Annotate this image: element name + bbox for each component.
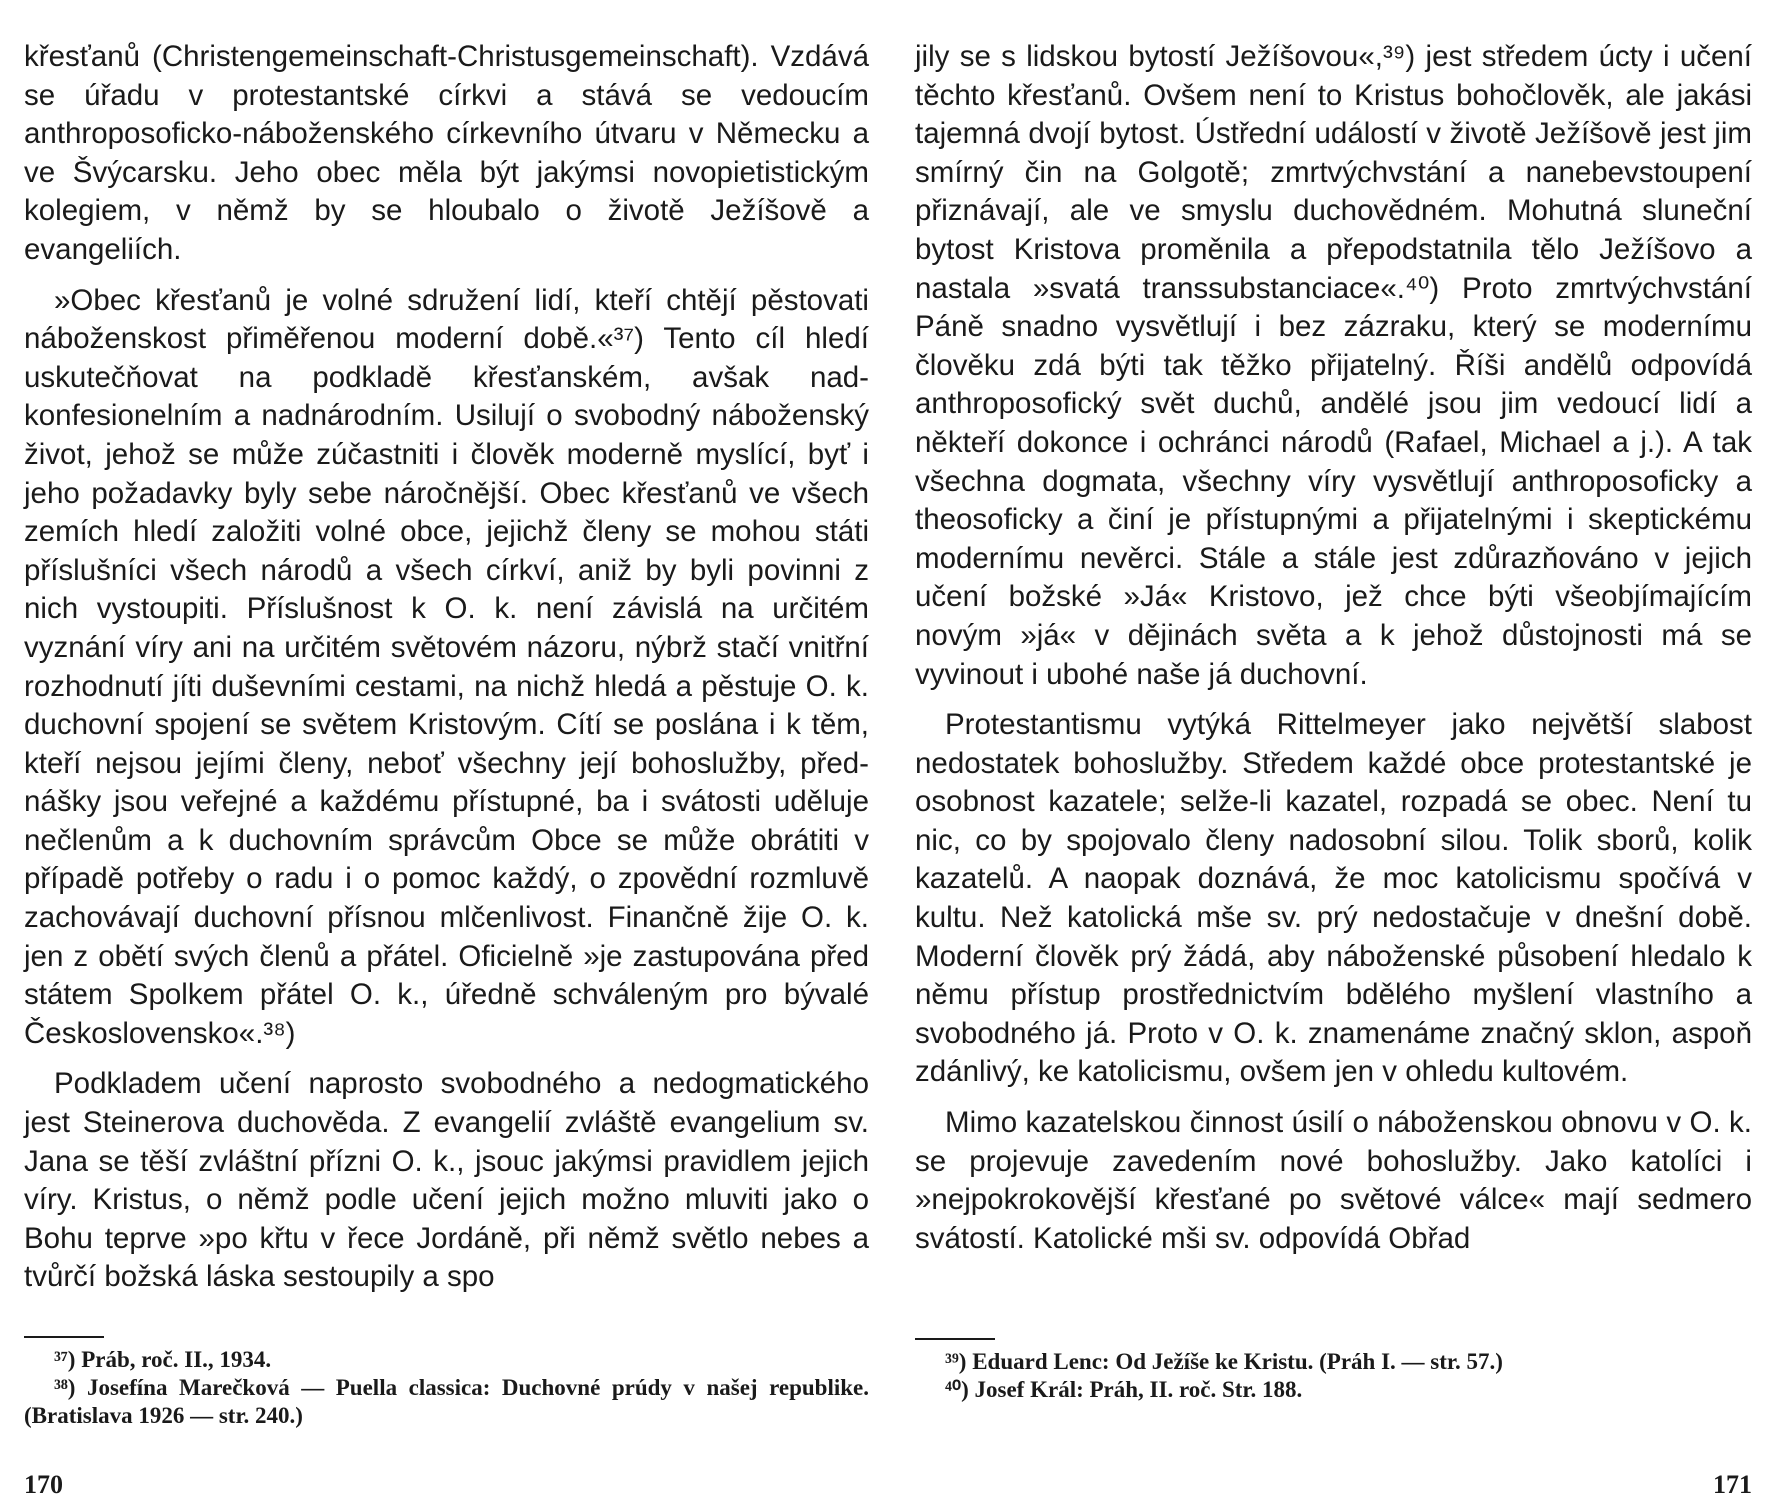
paragraph: křesťanů (Christengemeinschaft-Christusgemeinschaft). Vzdává se úřadu v protestantské církvi a stává se vedoucím anthroposoficko-náboženského církevního útvaru v Německu a ve Švýcarsku. Jeho obec měla být jakýmsi novopietistickým kolegiem, v němž by se hloubalo o životě Ježíšově a evangeliích. [24, 40, 869, 266]
paragraph: »Obec křesťanů je volné sdružení lidí, kteří chtějí pěstovati náboženskost přiměřenou moderní době.«³⁷) Tento cíl hledí uskutečňovat na podkladě křesťanském, avšak nadkonfesionelním a nadnárodním. Usilují o svobodný náboženský život, jehož se může zúčastniti i člověk moderně myslící, byť i jeho požadavky byly sebe náročnější. Obec křesťanů ve všech zemích hledí založiti volné obce, jejichž členy se mohou státi příslušníci všech národů a všech církví, aniž by byli povinni z nich vystoupiti. Příslušnost k O. k. není závislá na určitém vyznání víry ani na určitém světovém názoru, nýbrž stačí vnitřní rozhodnutí jíti duševními cestami, na nichž hledá a pěstuje O. k. duchovní spojení se světem Kristovým. Cítí se poslána i k těm, kteří nejsou jejími členy, neboť všechny její bohoslužby, přednášky jsou veřejné a každému přístupné, ba i svátosti uděluje nečlenům a k duchovním správcům Obce se může obrátiti v případě potřeby o radu i o pomoc každý, o zpovědní rozmluvě zachovávají duchovní přísnou mlčenlivost. Finančně žije O. k. jen z obětí svých členů a přátel. Oficielně »je zastupována před státem Spolkem přátel O. k., úředně schváleným pro bývalé Československo«.³⁸) [24, 283, 869, 1050]
paragraph: Protestantismu vytýká Rittelmeyer jako největší slabost nedostatek bohoslužby. Středem každé obce protestantské je osobnost kazatele; selže-li kazatel, rozpadá se obec. Není tu nic, co by spojovalo členy nadosobní silou. Tolik sborů, kolik kazatelů. A naopak doznává, že moc katolicismu spočívá v kultu. Než katolická mše sv. prý nedostačuje v dnešní době. Moderní člověk prý žádá, aby náboženské působení hledalo k němu přístup prostřednictvím bdělého myšlení vlastního a svobodného já. Proto v O. k. znamenáme značný sklon, aspoň zdánlivý, ke katolicismu, ovšem jen v ohledu kultovém. [915, 708, 1752, 1089]
left-page-body [24, 38, 869, 1297]
left-page-footnotes [24, 1346, 869, 1430]
footnote: ⁴⁰) Josef Král: Práh, II. roč. Str. 188. [945, 1377, 1303, 1402]
footnote: ³⁷) Práb, roč. II., 1934. [54, 1347, 272, 1372]
footnote-divider [24, 1336, 104, 1338]
right-page-body [915, 38, 1752, 1258]
footnote-divider [915, 1338, 995, 1340]
page-number: 170 [24, 1470, 63, 1499]
right-page-footnotes [915, 1348, 1752, 1404]
right-page [915, 38, 1752, 1499]
paragraph: jily se s lidskou bytostí Ježíšovou«,³⁹) jest středem úcty i učení těchto křesťanů. Ovšem není to Kristus bohočlověk, ale jakási tajemná dvojí bytost. Ústřední událostí v životě Ježíšově jest jim smírný čin na Golgotě; zmrtvýchvstání a nanebevstoupení přiznávají, ale ve smyslu duchovědném. Mohutná sluneční bytost Kristova proměnila a přepodstatnila tělo Ježíšovo a nastala »svatá transsubstanciace«.⁴⁰) Proto zmrtvýchvstání Páně snadno vysvětlují i bez zázraku, který se modernímu člověku zdá býti tak těžko přijatelný. Říši andělů odpovídá anthroposofický svět duchů, andělé jsou jim vedoucí lidí a někteří dokonce i ochránci národů (Rafael, Michael a j.). A tak všechna dogmata, všechny víry vysvětlují anthroposoficky a theosoficky a činí je přístupnými a přijatelnými i skeptickému modernímu nevěrci. Stále a stále jest zdůrazňováno v jejich učení božské »Já« Kristovo, jež chce býti všeobjímajícím novým »já« v dějinách světa a k jehož důstojnosti má se vyvinout i ubohé naše já duchovní. [915, 40, 1752, 691]
footnote: ³⁸) Josefína Marečková — Puella classica: Duchovné prúdy v našej republike. (Bratislava 1926 — str. 240.) [24, 1375, 869, 1428]
left-page [24, 38, 869, 1499]
footnote: ³⁹) Eduard Lenc: Od Ježíše ke Kristu. (Práh I. — str. 57.) [945, 1349, 1503, 1374]
paragraph: Podkladem učení naprosto svobodného a nedogmatického jest Steinerova duchověda. Z evangelií zvláště evangelium sv. Jana se těší zvláštní přízni O. k., jsouc jakýmsi pravidlem jejich víry. Kristus, o němž podle učení jejich možno mluviti jako o Bohu teprve »po křtu v řece Jordáně, při němž světlo nebes a tvůrčí božská láska sestoupily a spo [24, 1067, 869, 1294]
paragraph: Mimo kazatelskou činnost úsilí o náboženskou obnovu v O. k. se projevuje zavedením nové bohoslužby. Jako katolíci i »nejpokrokovější křesťané po světové válce« mají sedmero svátostí. Katolické mši sv. odpovídá Obřad [915, 1106, 1752, 1255]
page-number: 171 [1713, 1470, 1752, 1499]
